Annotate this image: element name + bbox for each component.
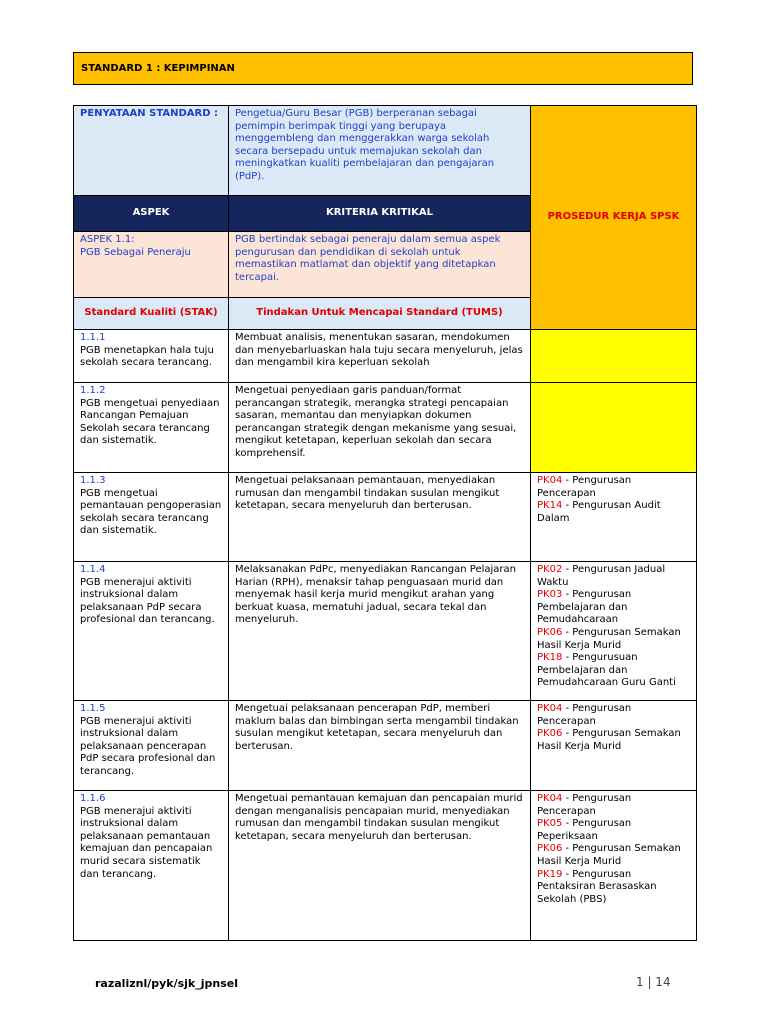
pk-cell — [531, 562, 697, 701]
aspek-code: ASPEK 1.1: — [80, 234, 135, 245]
stak-cell — [74, 330, 229, 383]
stak-code: 1.1.2 — [80, 385, 106, 396]
pk-cell — [531, 791, 697, 941]
stak-cell — [74, 562, 229, 701]
stak-text: PGB menerajui aktiviti instruksional dalam pelaksanaan PdP secara profesional dan terancang. — [80, 576, 215, 626]
pk-item: PK06 - Pengurusan Semakan Hasil Kerja Murid — [537, 728, 681, 752]
stak-cell — [74, 791, 229, 941]
table-row — [74, 383, 697, 473]
table-row — [74, 473, 697, 562]
pk-item: PK04 - Pengurusan Pencerapan — [537, 793, 632, 817]
prosedur-header: PROSEDUR KERJA SPSK — [531, 106, 697, 330]
stak-code: 1.1.3 — [80, 475, 106, 486]
stak-text: PGB menerajui aktiviti instruksional dalam pelaksanaan pemantauan kemajuan dan pencapaian murid secara sistematik dan terancang. — [80, 805, 213, 880]
penyataan-label: PENYATAAN STANDARD : — [74, 106, 229, 196]
tums-text: Mengetuai pelaksanaan pencerapan PdP, memberi maklum balas dan bimbingan serta mengambil tindakan susulan mengikut ketetapan, secara menyeluruh dan berterusan. — [229, 701, 531, 791]
stak-header: Standard Kualiti (STAK) — [74, 298, 229, 330]
aspek-title: PGB Sebagai Peneraju — [80, 246, 191, 258]
pk-item: PK06 - Pengurusan Semakan Hasil Kerja Murid — [537, 843, 681, 867]
pk-cell — [531, 383, 697, 473]
footer-path: razaliznl/pyk/sjk_jpnsel — [95, 977, 238, 990]
pk-item: PK04 - Pengurusan Pencerapan — [537, 703, 632, 727]
stak-cell — [74, 701, 229, 791]
tums-text: Melaksanakan PdPc, menyediakan Rancangan Pelajaran Harian (RPH), menaksir tahap penguasaan murid dan menyemak hasil kerja murid mengikut arahan yang berkuat kuasa, mematuhi jadual, secara tekal dan menyeluruh. — [229, 562, 531, 701]
pk-item: PK18 - Pengurusuan Pembelajaran dan Pemudahcaraan Guru Ganti — [537, 652, 676, 689]
standard-table — [73, 105, 697, 941]
tums-text: Mengetuai pemantauan kemajuan dan pencapaian murid dengan menganalisis pencapaian murid, menyediakan rumusan dan mengambil tindakan susulan mengikut ketetapan, secara menyeluruh dan berterusan. — [229, 791, 531, 941]
pk-item: PK14 - Pengurusan Audit Dalam — [537, 500, 661, 524]
table-row — [74, 701, 697, 791]
penyataan-row — [74, 106, 697, 196]
stak-code: 1.1.1 — [80, 332, 106, 343]
kriteria-text: PGB bertindak sebagai peneraju dalam semua aspek pengurusan dan pendidikan di sekolah untuk memastikan matlamat dan objektif yang ditetapkan tercapai. — [229, 232, 531, 298]
penyataan-text: Pengetua/Guru Besar (PGB) berperanan sebagai pemimpin berimpak tinggi yang berupaya menggembleng dan menggerakkan warga sekolah secara bersepadu untuk memajukan sekolah dan meningkatkan kualiti pembelajaran dan pengajaran (PdP). — [229, 106, 531, 196]
pk-item: PK03 - Pengurusan Pembelajaran dan Pemudahcaraan — [537, 589, 632, 626]
stak-text: PGB mengetuai penyediaan Rancangan Pemajuan Sekolah secara terancang dan sistematik. — [80, 397, 220, 447]
stak-code: 1.1.5 — [80, 703, 106, 714]
stak-text: PGB mengetuai pemantauan pengoperasian sekolah secara terancang dan sistematik. — [80, 487, 222, 537]
tums-text: Membuat analisis, menentukan sasaran, mendokumen dan menyebarluaskan hala tuju secara menyeluruh, jelas dan mengambil kira keperluan sekolah — [229, 330, 531, 383]
stak-cell — [74, 383, 229, 473]
table-row — [74, 791, 697, 941]
page-number: 1 | 14 — [636, 975, 671, 989]
stak-code: 1.1.6 — [80, 793, 106, 804]
stak-code: 1.1.4 — [80, 564, 106, 575]
table-row — [74, 330, 697, 383]
pk-cell — [531, 473, 697, 562]
pk-item: PK05 - Pengurusan Peperiksaan — [537, 818, 632, 842]
pk-cell — [531, 330, 697, 383]
pk-cell — [531, 701, 697, 791]
standard-banner: STANDARD 1 : KEPIMPINAN — [73, 52, 693, 85]
kriteria-header: KRITERIA KRITIKAL — [229, 196, 531, 232]
aspek-header: ASPEK — [74, 196, 229, 232]
stak-text: PGB menetapkan hala tuju sekolah secara terancang. — [80, 344, 214, 369]
tums-text: Mengetuai penyediaan garis panduan/format perancangan strategik, merangka strategi pencapaian sasaran, memantau dan menyiapkan dokumen perancangan strategik dengan mekanisme yang sesuai, mengikut ketetapan, keperluan sekolah dan secara komprehensif. — [229, 383, 531, 473]
tums-text: Mengetuai pelaksanaan pemantauan, menyediakan rumusan dan mengambil tindakan susulan mengikut ketetapan, secara menyeluruh dan berterusan. — [229, 473, 531, 562]
table-row — [74, 562, 697, 701]
stak-cell — [74, 473, 229, 562]
aspek-cell — [74, 232, 229, 298]
pk-item: PK19 - Pengurusan Pentaksiran Berasaskan Sekolah (PBS) — [537, 868, 657, 905]
tums-header: Tindakan Untuk Mencapai Standard (TUMS) — [229, 298, 531, 330]
pk-item: PK04 - Pengurusan Pencerapan — [537, 475, 632, 499]
pk-item: PK06 - Pengurusan Semakan Hasil Kerja Murid — [537, 626, 681, 651]
stak-text: PGB menerajui aktiviti instruksional dalam pelaksanaan pencerapan PdP secara profesional dan terancang. — [80, 715, 216, 777]
pk-item: PK02 - Pengurusan Jadual Waktu — [537, 564, 666, 588]
